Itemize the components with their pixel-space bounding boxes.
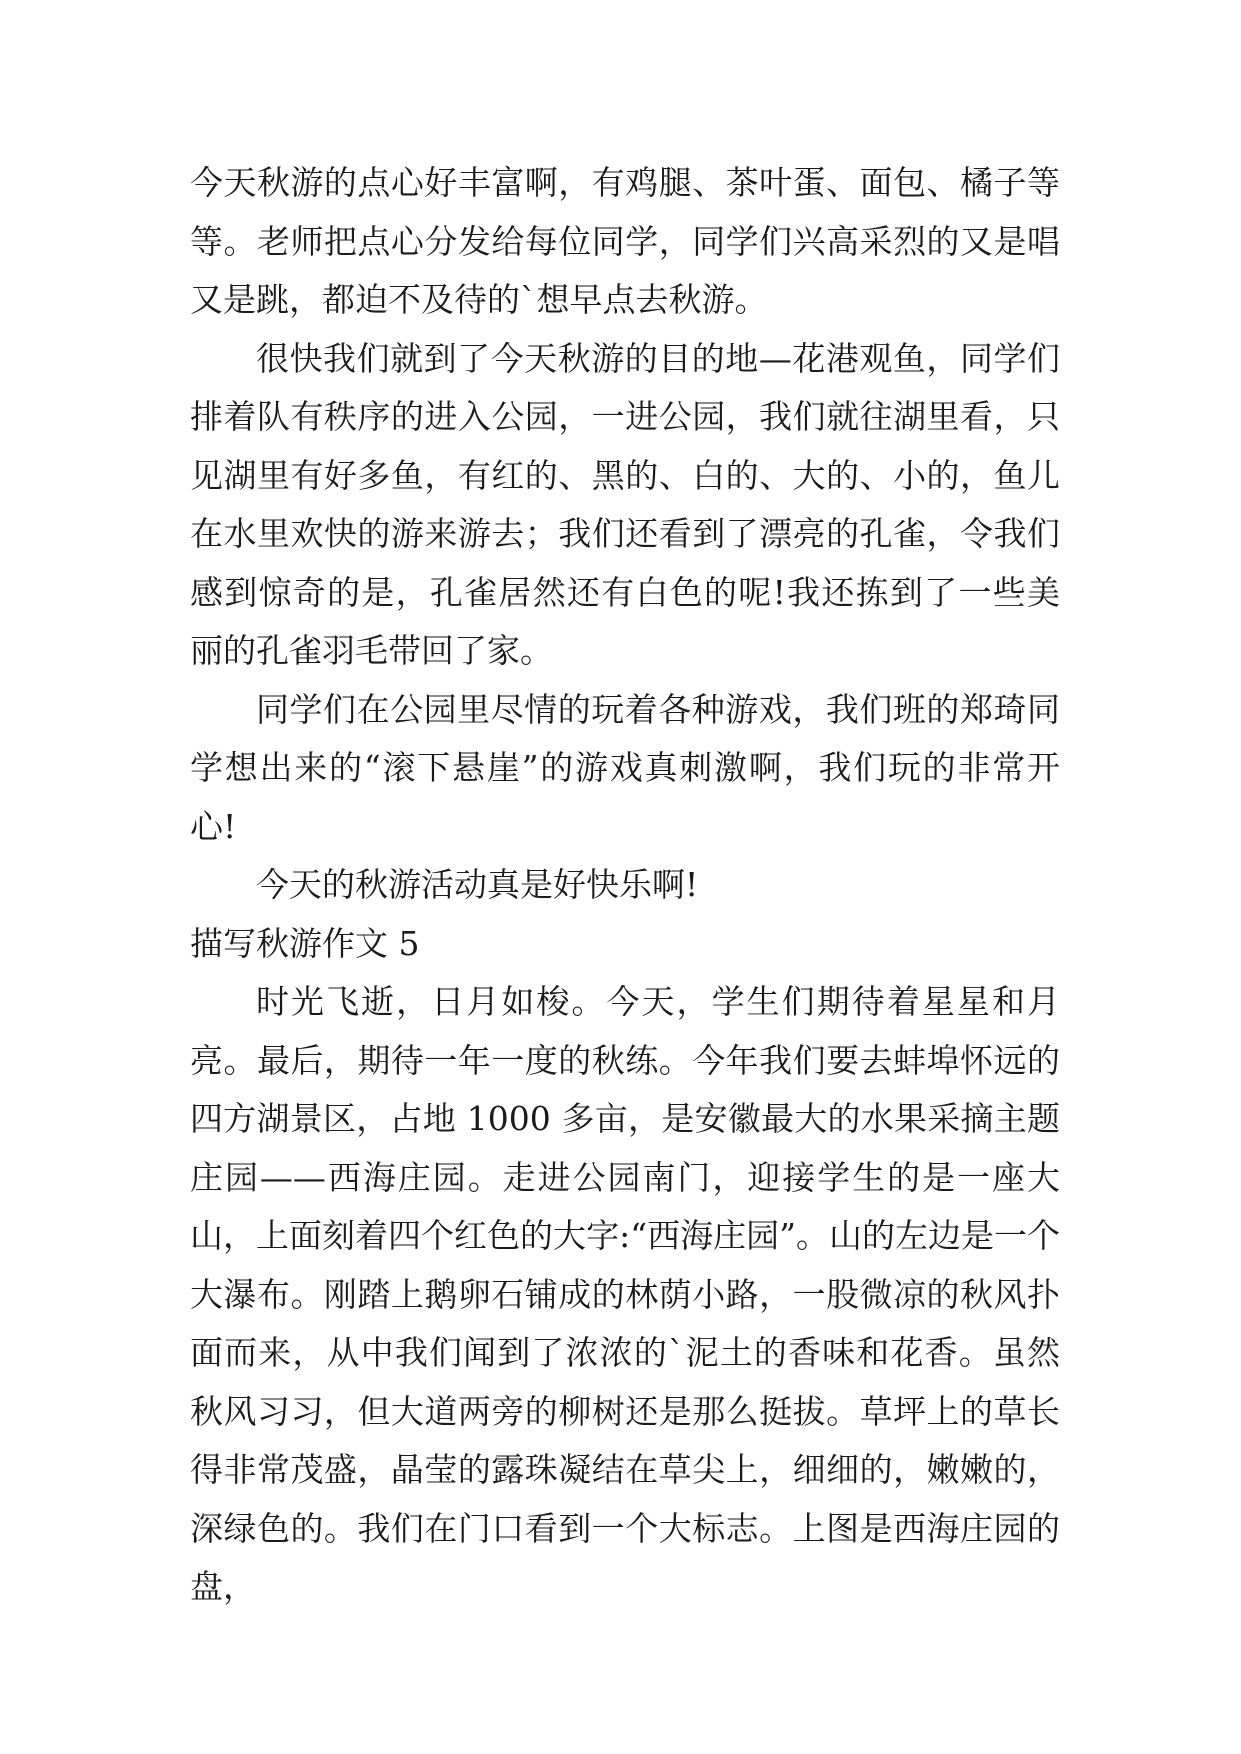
paragraph-park-arrival: 很快我们就到了今天秋游的目的地—花港观鱼，同学们排着队有秩序的进入公园，一进公园，我们就往湖里看，只见湖里有好多鱼，有红的、黑的、白的、大的、小的，鱼儿在水里欢快的游来游去；我们还看到了漂亮的孔雀，令我们感到惊奇的是，孔雀居然还有白色的呢!我还拣到了一些美丽的孔雀羽毛带回了家。 [190,338,1060,670]
paragraph-games: 同学们在公园里尽情的玩着各种游戏，我们班的郑琦同学想出来的“滚下悬崖”的游戏真刺激啊，我们玩的非常开心! [190,689,1060,846]
essay-text [190,154,1060,1617]
paragraph-snacks: 今天秋游的点心好丰富啊，有鸡腿、茶叶蛋、面包、橘子等等。老师把点心分发给每位同学，同学们兴高采烈的又是唱又是跳，都迫不及待的`想早点去秋游。 [190,163,1060,319]
paragraph-xihai-manor: 时光飞逝，日月如梭。今天，学生们期待着星星和月亮。最后，期待一年一度的秋练。今年我们要去蚌埠怀远的四方湖景区，占地 1000 多亩，是安徽最大的水果采摘主题庄园——西海庄园。走进公园南门，迎接学生的是一座大山，上面刻着四个红色的大字:“西海庄园”。山的左边是一个大瀑布。刚踏上鹅卵石铺成的林荫小路，一股微凉的秋风扑面而来，从中我们闻到了浓浓的`泥土的香味和花香。虽然秋风习习，但大道两旁的柳树还是那么挺拔。草坪上的草长得非常茂盛，晶莹的露珠凝结在草尖上，细细的，嫩嫩的，深绿色的。我们在门口看到一个大标志。上图是西海庄园的盘， [190,982,1060,1606]
paragraph-conclusion: 今天的秋游活动真是好快乐啊! [256,865,699,904]
essay-5-heading: 描写秋游作文 5 [190,923,420,963]
